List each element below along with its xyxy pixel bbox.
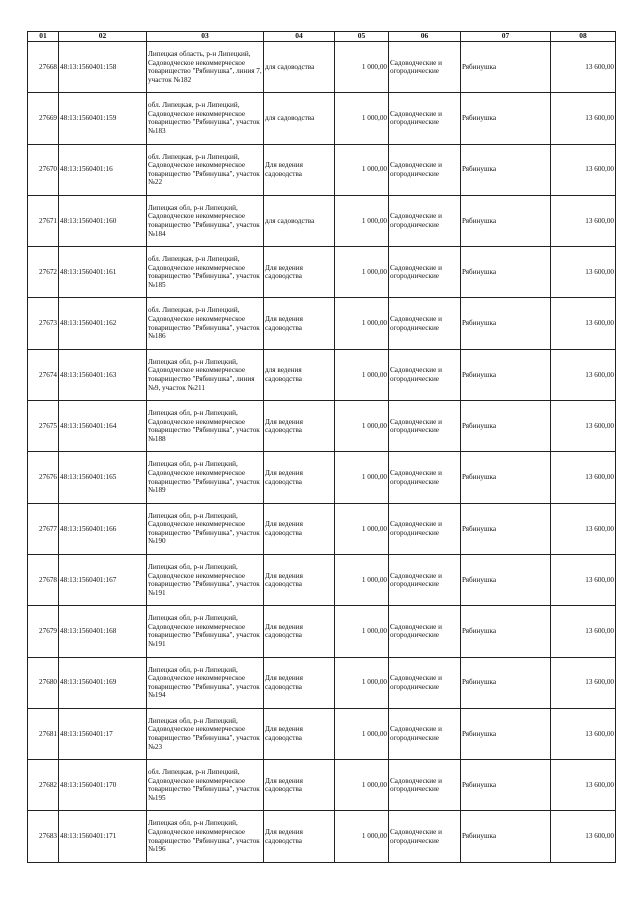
- header-cell-02: 02: [59, 32, 147, 42]
- value-cell: 13 600,00: [551, 42, 616, 93]
- cadastral-number-cell: 48:13:1560401:165: [59, 452, 147, 503]
- name-cell: Рябинушка: [461, 247, 551, 298]
- name-cell: Рябинушка: [461, 93, 551, 144]
- address-text: обл. Липецкая, р-н Липецкий, Садоводческое некоммерческое товарищество "Рябинушка", участок №195: [148, 768, 260, 802]
- record-id-cell: 27669: [28, 93, 59, 144]
- record-id-cell: 27682: [28, 760, 59, 811]
- area-cell: 1 000,00: [335, 811, 389, 862]
- name-cell: Рябинушка: [461, 811, 551, 862]
- land-use-cell: Для ведения садоводства: [264, 298, 335, 349]
- record-id-cell: 27672: [28, 247, 59, 298]
- header-cell-04: 04: [264, 32, 335, 42]
- header-cell-07: 07: [461, 32, 551, 42]
- name-cell: Рябинушка: [461, 144, 551, 195]
- record-id-cell: 27675: [28, 401, 59, 452]
- header-cell-01: 01: [28, 32, 59, 42]
- table-row: [28, 708, 616, 759]
- table-body: [28, 42, 616, 863]
- cadastral-number-cell: 48:13:1560401:159: [59, 93, 147, 144]
- area-cell: 1 000,00: [335, 606, 389, 657]
- name-cell: Рябинушка: [461, 349, 551, 400]
- table-row: [28, 503, 616, 554]
- category-cell: Садоводческие и огороднические: [389, 298, 461, 349]
- table-row: [28, 760, 616, 811]
- cadastral-number-cell: 48:13:1560401:162: [59, 298, 147, 349]
- name-cell: Рябинушка: [461, 452, 551, 503]
- cadastral-number-cell: 48:13:1560401:160: [59, 195, 147, 246]
- address-cell: [147, 195, 264, 246]
- address-text: Липецкая обл, р-н Липецкий, Садоводческое некоммерческое товарищество "Рябинушка", участок №184: [148, 203, 260, 238]
- area-cell: 1 000,00: [335, 247, 389, 298]
- category-cell: Садоводческие и огороднические: [389, 247, 461, 298]
- category-cell: Садоводческие и огороднические: [389, 349, 461, 400]
- land-use-cell: Для ведения садоводства: [264, 811, 335, 862]
- address-text: обл. Липецкая, р-н Липецкий, Садоводческое некоммерческое товарищество "Рябинушка", участок №183: [148, 101, 260, 136]
- value-cell: 13 600,00: [551, 195, 616, 246]
- name-cell: Рябинушка: [461, 298, 551, 349]
- address-cell: [147, 811, 264, 862]
- name-cell: Рябинушка: [461, 606, 551, 657]
- address-text: Липецкая обл, р-н Липецкий, Садоводческое некоммерческое товарищество "Рябинушка", участок №196: [148, 819, 260, 854]
- value-cell: 13 600,00: [551, 606, 616, 657]
- value-cell: 13 600,00: [551, 349, 616, 400]
- area-cell: 1 000,00: [335, 144, 389, 195]
- cadastral-number-cell: 48:13:1560401:168: [59, 606, 147, 657]
- value-cell: 13 600,00: [551, 811, 616, 862]
- cadastral-number-cell: 48:13:1560401:161: [59, 247, 147, 298]
- table-row: [28, 247, 616, 298]
- category-cell: Садоводческие и огороднические: [389, 452, 461, 503]
- record-id-cell: 27670: [28, 144, 59, 195]
- address-text: Липецкая обл, р-н Липецкий, Садоводческое некоммерческое товарищество "Рябинушка", участок №189: [148, 460, 260, 495]
- area-cell: 1 000,00: [335, 93, 389, 144]
- header-cell-06: 06: [389, 32, 461, 42]
- cadastral-number-cell: 48:13:1560401:169: [59, 657, 147, 708]
- table-row: [28, 93, 616, 144]
- land-use-cell: Для ведения садоводства: [264, 606, 335, 657]
- table-row: [28, 195, 616, 246]
- name-cell: Рябинушка: [461, 760, 551, 811]
- land-use-cell: Для ведения садоводства: [264, 708, 335, 759]
- address-cell: [147, 247, 264, 298]
- category-cell: Садоводческие и огороднические: [389, 42, 461, 93]
- header-cell-05: 05: [335, 32, 389, 42]
- address-text: Липецкая обл, р-н Липецкий, Садоводческое некоммерческое товарищество "Рябинушка", линия №9, участок №211: [148, 357, 255, 392]
- address-cell: [147, 93, 264, 144]
- record-id-cell: 27671: [28, 195, 59, 246]
- value-cell: 13 600,00: [551, 452, 616, 503]
- area-cell: 1 000,00: [335, 760, 389, 811]
- address-cell: [147, 657, 264, 708]
- name-cell: Рябинушка: [461, 554, 551, 605]
- record-id-cell: 27674: [28, 349, 59, 400]
- value-cell: 13 600,00: [551, 247, 616, 298]
- land-use-cell: Для ведения садоводства: [264, 452, 335, 503]
- table-row: [28, 42, 616, 93]
- land-use-cell: для садоводства: [264, 195, 335, 246]
- cadastral-number-cell: 48:13:1560401:171: [59, 811, 147, 862]
- address-text: обл. Липецкая, р-н Липецкий, Садоводческое некоммерческое товарищество "Рябинушка", участок №185: [148, 255, 260, 289]
- cadastral-number-cell: 48:13:1560401:17: [59, 708, 147, 759]
- area-cell: 1 000,00: [335, 503, 389, 554]
- table-row: [28, 401, 616, 452]
- record-id-cell: 27676: [28, 452, 59, 503]
- address-text: Липецкая область, р-н Липецкий, Садоводческое некоммерческое товарищество "Рябинушка", линия 7, участок №182: [148, 49, 262, 84]
- address-cell: [147, 144, 264, 195]
- area-cell: 1 000,00: [335, 554, 389, 605]
- record-id-cell: 27668: [28, 42, 59, 93]
- land-use-cell: Для ведения садоводства: [264, 144, 335, 195]
- value-cell: 13 600,00: [551, 401, 616, 452]
- cadastral-number-cell: 48:13:1560401:164: [59, 401, 147, 452]
- address-cell: [147, 606, 264, 657]
- land-use-cell: для садоводства: [264, 42, 335, 93]
- table-row: [28, 811, 616, 862]
- record-id-cell: 27678: [28, 554, 59, 605]
- value-cell: 13 600,00: [551, 298, 616, 349]
- land-use-cell: Для ведения садоводства: [264, 657, 335, 708]
- address-cell: [147, 452, 264, 503]
- cadastral-number-cell: 48:13:1560401:167: [59, 554, 147, 605]
- area-cell: 1 000,00: [335, 298, 389, 349]
- land-use-cell: для ведения садоводства: [264, 349, 335, 400]
- table-row: [28, 144, 616, 195]
- area-cell: 1 000,00: [335, 349, 389, 400]
- land-use-cell: Для ведения садоводства: [264, 503, 335, 554]
- name-cell: Рябинушка: [461, 195, 551, 246]
- category-cell: Садоводческие и огороднические: [389, 657, 461, 708]
- category-cell: Садоводческие и огороднические: [389, 144, 461, 195]
- land-use-cell: Для ведения садоводства: [264, 247, 335, 298]
- name-cell: Рябинушка: [461, 401, 551, 452]
- address-cell: [147, 554, 264, 605]
- area-cell: 1 000,00: [335, 195, 389, 246]
- address-cell: [147, 503, 264, 554]
- record-id-cell: 27677: [28, 503, 59, 554]
- category-cell: Садоводческие и огороднические: [389, 708, 461, 759]
- address-cell: [147, 708, 264, 759]
- value-cell: 13 600,00: [551, 503, 616, 554]
- address-cell: [147, 760, 264, 811]
- value-cell: 13 600,00: [551, 657, 616, 708]
- name-cell: Рябинушка: [461, 503, 551, 554]
- category-cell: Садоводческие и огороднические: [389, 760, 461, 811]
- record-id-cell: 27673: [28, 298, 59, 349]
- land-use-cell: Для ведения садоводства: [264, 554, 335, 605]
- area-cell: 1 000,00: [335, 452, 389, 503]
- cadastral-number-cell: 48:13:1560401:170: [59, 760, 147, 811]
- area-cell: 1 000,00: [335, 657, 389, 708]
- table-row: [28, 298, 616, 349]
- address-text: Липецкая обл, р-н Липецкий, Садоводческое некоммерческое товарищество "Рябинушка", участок №23: [148, 716, 260, 751]
- value-cell: 13 600,00: [551, 708, 616, 759]
- address-cell: [147, 349, 264, 400]
- land-use-cell: Для ведения садоводства: [264, 401, 335, 452]
- value-cell: 13 600,00: [551, 93, 616, 144]
- category-cell: Садоводческие и огороднические: [389, 606, 461, 657]
- address-cell: [147, 42, 264, 93]
- table-row: [28, 452, 616, 503]
- table-header: [28, 32, 616, 42]
- address-text: Липецкая обл, р-н Липецкий, Садоводческое некоммерческое товарищество "Рябинушка", участок №188: [148, 409, 260, 443]
- area-cell: 1 000,00: [335, 401, 389, 452]
- value-cell: 13 600,00: [551, 554, 616, 605]
- category-cell: Садоводческие и огороднические: [389, 195, 461, 246]
- address-cell: [147, 298, 264, 349]
- record-id-cell: 27681: [28, 708, 59, 759]
- category-cell: Садоводческие и огороднические: [389, 554, 461, 605]
- land-use-cell: для садоводства: [264, 93, 335, 144]
- name-cell: Рябинушка: [461, 657, 551, 708]
- table-row: [28, 657, 616, 708]
- record-id-cell: 27683: [28, 811, 59, 862]
- category-cell: Садоводческие и огороднические: [389, 401, 461, 452]
- value-cell: 13 600,00: [551, 144, 616, 195]
- address-text: Липецкая обл, р-н Липецкий, Садоводческое некоммерческое товарищество "Рябинушка", участок №190: [148, 511, 260, 546]
- address-text: Липецкая обл, р-н Липецкий, Садоводческое некоммерческое товарищество "Рябинушка", участок №191: [148, 614, 260, 648]
- value-cell: 13 600,00: [551, 760, 616, 811]
- category-cell: Садоводческие и огороднические: [389, 503, 461, 554]
- cadastral-number-cell: 48:13:1560401:166: [59, 503, 147, 554]
- category-cell: Садоводческие и огороднические: [389, 93, 461, 144]
- address-text: Липецкая обл, р-н Липецкий, Садоводческое некоммерческое товарищество "Рябинушка", участок №194: [148, 665, 260, 700]
- area-cell: 1 000,00: [335, 708, 389, 759]
- header-cell-03: 03: [147, 32, 264, 42]
- name-cell: Рябинушка: [461, 42, 551, 93]
- address-cell: [147, 401, 264, 452]
- land-use-cell: Для ведения садоводства: [264, 760, 335, 811]
- name-cell: Рябинушка: [461, 708, 551, 759]
- address-text: обл. Липецкая, р-н Липецкий, Садоводческое некоммерческое товарищество "Рябинушка", участок №22: [148, 152, 260, 187]
- area-cell: 1 000,00: [335, 42, 389, 93]
- record-id-cell: 27679: [28, 606, 59, 657]
- header-cell-08: 08: [551, 32, 616, 42]
- table-row: [28, 606, 616, 657]
- address-text: обл. Липецкая, р-н Липецкий, Садоводческое некоммерческое товарищество "Рябинушка", участок №186: [148, 306, 260, 341]
- record-id-cell: 27680: [28, 657, 59, 708]
- cadastral-number-cell: 48:13:1560401:163: [59, 349, 147, 400]
- table-row: [28, 554, 616, 605]
- registry-table: [27, 31, 616, 863]
- header-row: [28, 32, 616, 42]
- category-cell: Садоводческие и огороднические: [389, 811, 461, 862]
- table-row: [28, 349, 616, 400]
- cadastral-number-cell: 48:13:1560401:16: [59, 144, 147, 195]
- address-text: Липецкая обл, р-н Липецкий, Садоводческое некоммерческое товарищество "Рябинушка", участок №191: [148, 562, 260, 597]
- cadastral-number-cell: 48:13:1560401:158: [59, 42, 147, 93]
